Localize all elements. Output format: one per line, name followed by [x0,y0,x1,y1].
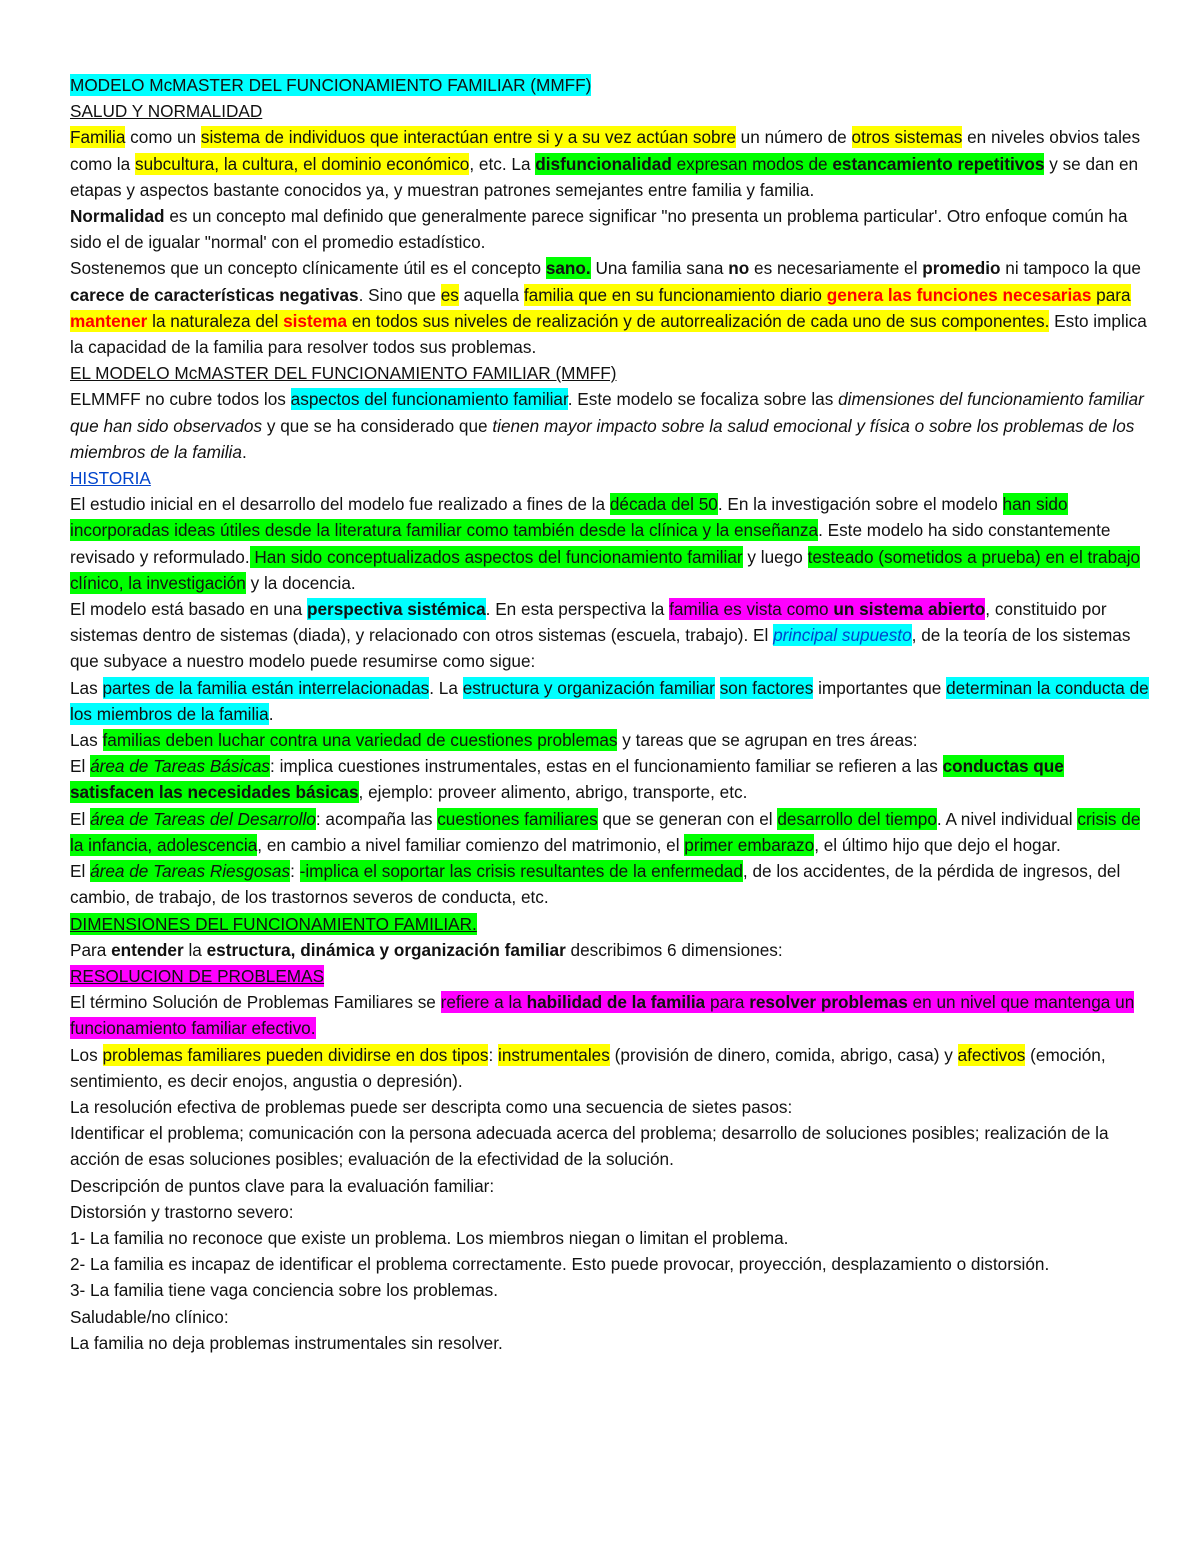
text-run: es un concepto mal definido que generalmente parece significar "no presenta un problema particular'. Otro enfoque común ha sido el de igualar "normal' con el promedio estadístico. [70,206,1128,253]
highlighted-text: la naturaleza del [147,310,284,331]
text-run: Una familia sana [590,258,729,279]
text-run: Identificar el problema; comunicación con la persona adecuada acerca del problema; desarrollo de soluciones posibles; realización de la acción de esas soluciones posibles; evaluación de la efectividad de la solución. [70,1123,1109,1170]
text-run: Las [70,730,103,751]
text-run: . Este modelo ha sido constantemente revisado y reformulado. [70,520,1111,567]
paragraph-descripcion [70,1173,1150,1199]
text-run: El [70,756,91,777]
highlighted-text: RESOLUCION DE PROBLEMAS [70,965,325,986]
highlighted-text: perspectiva sistémica [306,599,486,620]
text-run: . A nivel individual [936,808,1078,829]
highlighted-text: DIMENSIONES DEL FUNCIONAMIENTO FAMILIAR. [70,913,477,934]
text-run: describimos 6 dimensiones: [565,939,783,960]
text-run: (emoción, sentimiento, es decir enojos, angustia o depresión). [70,1044,1106,1091]
highlighted-text: en todos sus niveles de realización y de autorrealización de cada uno de sus componentes. [347,310,1050,331]
text-run: ni tampoco la que [1000,258,1141,279]
text-run: es necesariamente el [749,258,923,279]
paragraph-areas [70,727,1150,753]
text-run: . La [429,677,463,698]
list-item-2 [70,1251,1150,1277]
text-run: y tareas que se agrupan en tres áreas: [617,730,918,751]
text-run: (provisión de dinero, comida, abrigo, casa) y [609,1044,958,1065]
highlighted-text: década del 50 [609,494,718,515]
text-run: , de la teoría de los sistemas que subyace a nuestro modelo puede resumirse como sigue: [70,625,1131,672]
highlighted-text: refiere a la [440,992,527,1013]
highlighted-text: Familia [70,127,126,148]
text-run: aquella [458,284,524,305]
text-run: 2- La familia es incapaz de identificar el problema correctamente. Esto puede provocar, proyección, desplazamiento o distorsión. [70,1254,1050,1275]
highlighted-text: sano. [545,258,591,279]
text-run: un número de [735,127,852,148]
text-run: que se generan con el [597,808,778,829]
highlighted-text: sistema de individuos que interactúan entre si y a su vez actúan sobre [200,127,736,148]
text-run: y que se ha considerado que [262,415,493,436]
highlighted-text: área de Tareas Básicas [90,756,271,777]
highlighted-text: habilidad de la familia [526,992,706,1013]
paragraph-tareas-riesgosas [70,858,1150,910]
doc-title [70,72,1150,98]
text-run: . En esta perspectiva la [485,599,670,620]
text-run: El término Solución de Problemas Familiares se [70,992,441,1013]
paragraph-identificar [70,1120,1150,1172]
text-run: y luego [742,546,808,567]
text-run: , constituido por sistemas dentro de sistemas (diada), y relacionado con otros sistemas (escuela, trabajo). El [70,599,1107,646]
paragraph-elmmff [70,386,1150,465]
list-item-1 [70,1225,1150,1251]
section-heading-modelo [70,360,1150,386]
paragraph-saludable [70,1304,1150,1330]
highlighted-text: para [1091,284,1131,305]
text-run: en niveles obvios tales como la [70,127,1141,174]
text-run: Saludable/no clínico: [70,1306,229,1327]
text-run: El [70,861,91,882]
text-run: 3- La familia tiene vaga conciencia sobre los problemas. [70,1280,499,1301]
paragraph-historia [70,491,1150,596]
highlighted-text: resolver problemas [749,992,908,1013]
highlighted-text: aspectos del funcionamiento familiar [290,389,568,410]
text-run: y la docencia. [245,572,356,593]
highlighted-text: principal supuesto [773,625,912,646]
highlighted-text: crisis de la infancia, adolescencia [70,808,1141,855]
text-run: Sostenemos que un concepto clínicamente útil es el concepto [70,258,546,279]
text-run: Normalidad [70,206,165,227]
highlighted-text: Han sido conceptualizados aspectos del funcionamiento familiar [249,546,743,567]
text-run: HISTORIA [70,468,151,489]
text-run: : [290,861,300,882]
text-run: 1- La familia no reconoce que existe un problema. Los miembros niegan o limitan el problema. [70,1227,789,1248]
text-run: dimensiones del funcionamiento familiar que han sido observados [70,389,1144,436]
list-item-3 [70,1277,1150,1303]
text-run: promedio [922,258,1001,279]
text-run: La familia no deja problemas instrumentales sin resolver. [70,1332,503,1353]
highlighted-text: estructura y organización familiar [462,677,715,698]
text-run: : [488,1044,499,1065]
text-run: , en cambio a nivel familiar comienzo del matrimonio, el [257,834,685,855]
section-heading-resolucion [70,963,1150,989]
highlighted-text: en un nivel que mantenga un funcionamiento familiar efectivo. [70,992,1135,1039]
text-run: El estudio inicial en el desarrollo del modelo fue realizado a fines de la [70,494,610,515]
highlighted-text: -implica el soportar las crisis resultantes de la enfermedad [299,861,743,882]
highlighted-text: instrumentales [498,1044,610,1065]
text-run: Los [70,1044,103,1065]
highlighted-text: un sistema abierto [833,599,986,620]
text-run: . [241,441,247,462]
paragraph-sano [70,255,1150,360]
paragraph-final [70,1330,1150,1356]
text-run: , ejemplo: proveer alimento, abrigo, transporte, etc. [358,782,748,803]
text-run: : acompaña las [315,808,438,829]
highlighted-text: familia que en su funcionamiento diario [523,284,827,305]
text-run: . Este modelo se focaliza sobre las [567,389,839,410]
paragraph-partes [70,675,1150,727]
paragraph-tareas-desarrollo [70,806,1150,858]
text-run: carece de características negativas [70,284,359,305]
highlighted-text: familias deben luchar contra una variedad de cuestiones problemas [102,730,618,751]
paragraph-solucion [70,989,1150,1041]
highlighted-text: subcultura, la cultura, el dominio económico [134,153,470,174]
highlighted-text: estancamiento repetitivos [832,153,1045,174]
highlighted-text: primer embarazo [684,834,815,855]
text-run: como un [125,127,201,148]
highlighted-text: mantener [70,310,148,331]
text-run: la [183,939,207,960]
text-run: tienen mayor impacto sobre la salud emocional y física o sobre los problemas de los miembros de la familia [70,415,1135,462]
highlighted-text: MODELO McMASTER DEL FUNCIONAMIENTO FAMILIAR (MMFF) [70,75,592,95]
highlighted-text: familia es vista como [669,599,834,620]
text-run: estructura, dinámica y organización familiar [206,939,566,960]
text-run: Distorsión y trastorno severo: [70,1201,294,1222]
highlighted-text: han sido incorporadas ideas útiles desde la literatura familiar como también desde la clínica y la enseñanza [70,494,1068,541]
section-heading-dimensiones [70,911,1150,937]
text-run: , etc. La [469,153,536,174]
paragraph-tipos [70,1042,1150,1094]
highlighted-text: para [705,992,750,1013]
highlighted-text: genera las funciones necesarias [826,284,1092,305]
highlighted-text: son factores [719,677,814,698]
highlighted-text: otros sistemas [851,127,963,148]
text-run [715,678,720,698]
highlighted-text: determinan la conducta de los miembros de la familia [70,677,1149,724]
text-run: entender [111,939,184,960]
text-run: . [268,703,274,724]
section-heading-salud [70,98,1150,124]
paragraph-pasos [70,1094,1150,1120]
text-run: , de los accidentes, de la pérdida de ingresos, del cambio, de trabajo, de los trastornos severos de conducta, etc. [70,861,1121,908]
highlighted-text: problemas familiares pueden dividirse en dos tipos [102,1044,489,1065]
highlighted-text: cuestiones familiares [437,808,598,829]
highlighted-text: disfuncionalidad [535,153,672,174]
highlighted-text: conductas que satisfacen las necesidades básicas [70,756,1064,803]
paragraph-familia [70,124,1150,203]
highlighted-text: desarrollo del tiempo [777,808,937,829]
highlighted-text: sistema [283,310,348,331]
text-run: La resolución efectiva de problemas puede ser descripta como una secuencia de sietes pasos: [70,1096,793,1117]
text-run: y se dan en etapas y aspectos bastante conocidos ya, y muestran patrones semejantes entre familia y familia. [70,153,1139,200]
highlighted-text: testeado (sometidos a prueba) en el trabajo clínico, la investigación [70,546,1141,593]
document-body [70,72,1150,1356]
text-run: Las [70,677,103,698]
text-run: . En la investigación sobre el modelo [717,494,1003,515]
text-run: . Sino que [358,284,441,305]
text-run: : implica cuestiones instrumentales, estas en el funcionamiento familiar se refieren a las [270,756,943,777]
section-heading-historia [70,465,1150,491]
text-run: no [728,258,750,279]
paragraph-normalidad [70,203,1150,255]
text-run: Descripción de puntos clave para la evaluación familiar: [70,1175,495,1196]
highlighted-text: área de Tareas del Desarrollo [90,808,316,829]
text-run: EL MODELO McMASTER DEL FUNCIONAMIENTO FAMILIAR (MMFF) [70,363,617,384]
text-run: Para [70,939,112,960]
highlighted-text: partes de la familia están interrelacionadas [102,677,430,698]
paragraph-tareas-basicas [70,753,1150,805]
paragraph-distorsion [70,1199,1150,1225]
text-run: El modelo está basado en una [70,599,307,620]
text-run: Esto implica la capacidad de la familia para resolver todos sus problemas. [70,310,1147,358]
highlighted-text: afectivos [957,1044,1026,1065]
highlighted-text: área de Tareas Riesgosas [90,861,291,882]
paragraph-perspectiva [70,596,1150,675]
text-run: SALUD Y NORMALIDAD [70,101,263,122]
text-run: importantes que [813,677,947,698]
text-run: El [70,808,91,829]
paragraph-dimensiones [70,937,1150,963]
highlighted-text: es [440,284,459,305]
highlighted-text: expresan modos de [671,153,833,174]
text-run: ELMMFF no cubre todos los [70,389,291,410]
text-run: , el último hijo que dejo el hogar. [814,834,1061,855]
